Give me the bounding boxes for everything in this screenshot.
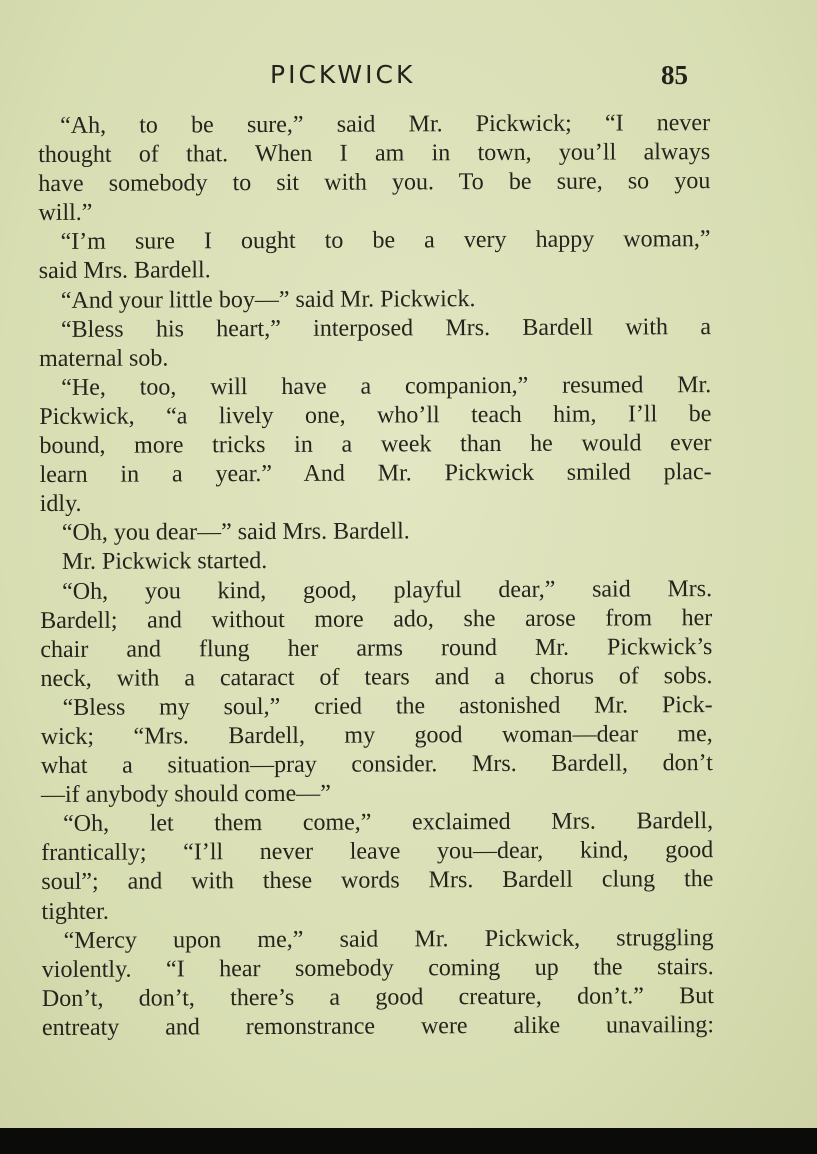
text-line: thought of that. When I am in town, you’ll always	[38, 139, 711, 169]
text-line: have somebody to sit with you. To be sure, so you	[38, 168, 711, 198]
text-line: chair and flung her arms round Mr. Pickwick’s	[40, 633, 713, 663]
scan-edge	[0, 1128, 817, 1154]
text-line: “Bless my soul,” cried the astonished Mr. Pick-	[62, 691, 713, 721]
text-line: Bardell; and without more ado, she arose from her	[40, 604, 713, 634]
text-line: “Ah, to be sure,” said Mr. Pickwick; “I never	[60, 110, 711, 139]
text-line: soul”; and with these words Mrs. Bardell clung the	[41, 866, 714, 896]
text-line: Mr. Pickwick started.	[61, 548, 268, 576]
text-line: “I’m sure I ought to be a very happy woman,”	[60, 226, 711, 256]
page-number: 85	[661, 60, 688, 90]
text-line: entreaty and remonstrance were alike unavailing:	[41, 1011, 715, 1041]
text-line: wick; “Mrs. Bardell, my good woman—dear me,	[40, 721, 713, 750]
text-line: will.”	[38, 200, 93, 227]
text-line: “He, too, will have a companion,” resumed Mr.	[61, 371, 712, 401]
body-text	[38, 109, 714, 1043]
text-line: “And your little boy—” said Mr. Pickwick.	[60, 285, 476, 314]
text-line: idly.	[39, 491, 82, 518]
text-line: —if anybody should come—”	[40, 780, 331, 809]
text-line: maternal sob.	[39, 345, 169, 372]
text-line: “Oh, you dear—” said Mrs. Bardell.	[61, 518, 410, 547]
text-line: violently. “I hear somebody coming up the stairs.	[41, 953, 714, 983]
text-line: frantically; “I’ll never leave you—dear, kind, good	[41, 837, 714, 867]
running-title: PICKWICK	[270, 60, 416, 89]
text-line: bound, more tricks in a week than he would ever	[39, 430, 712, 460]
text-line: neck, with a cataract of tears and a chorus of sobs.	[40, 662, 713, 692]
text-line: tighter.	[41, 898, 109, 925]
text-line: learn in a year.” And Mr. Pickwick smiled plac-	[39, 459, 712, 489]
text-line: what a situation—pray consider. Mrs. Bardell, don’t	[40, 750, 713, 780]
text-line: “Bless his heart,” interposed Mrs. Bardell with a	[60, 313, 712, 343]
text-line: “Oh, you kind, good, playful dear,” said Mrs.	[62, 575, 713, 605]
text-line: “Oh, let them come,” exclaimed Mrs. Bardell,	[63, 808, 714, 838]
text-line: “Mercy upon me,” said Mr. Pickwick, struggling	[63, 924, 714, 954]
text-line: Don’t, don’t, there’s a good creature, don’t.” But	[41, 982, 714, 1012]
text-line: Pickwick, “a lively one, who’ll teach him, I’ll be	[39, 401, 712, 430]
text-line: said Mrs. Bardell.	[38, 257, 211, 285]
page-header	[0, 60, 817, 96]
